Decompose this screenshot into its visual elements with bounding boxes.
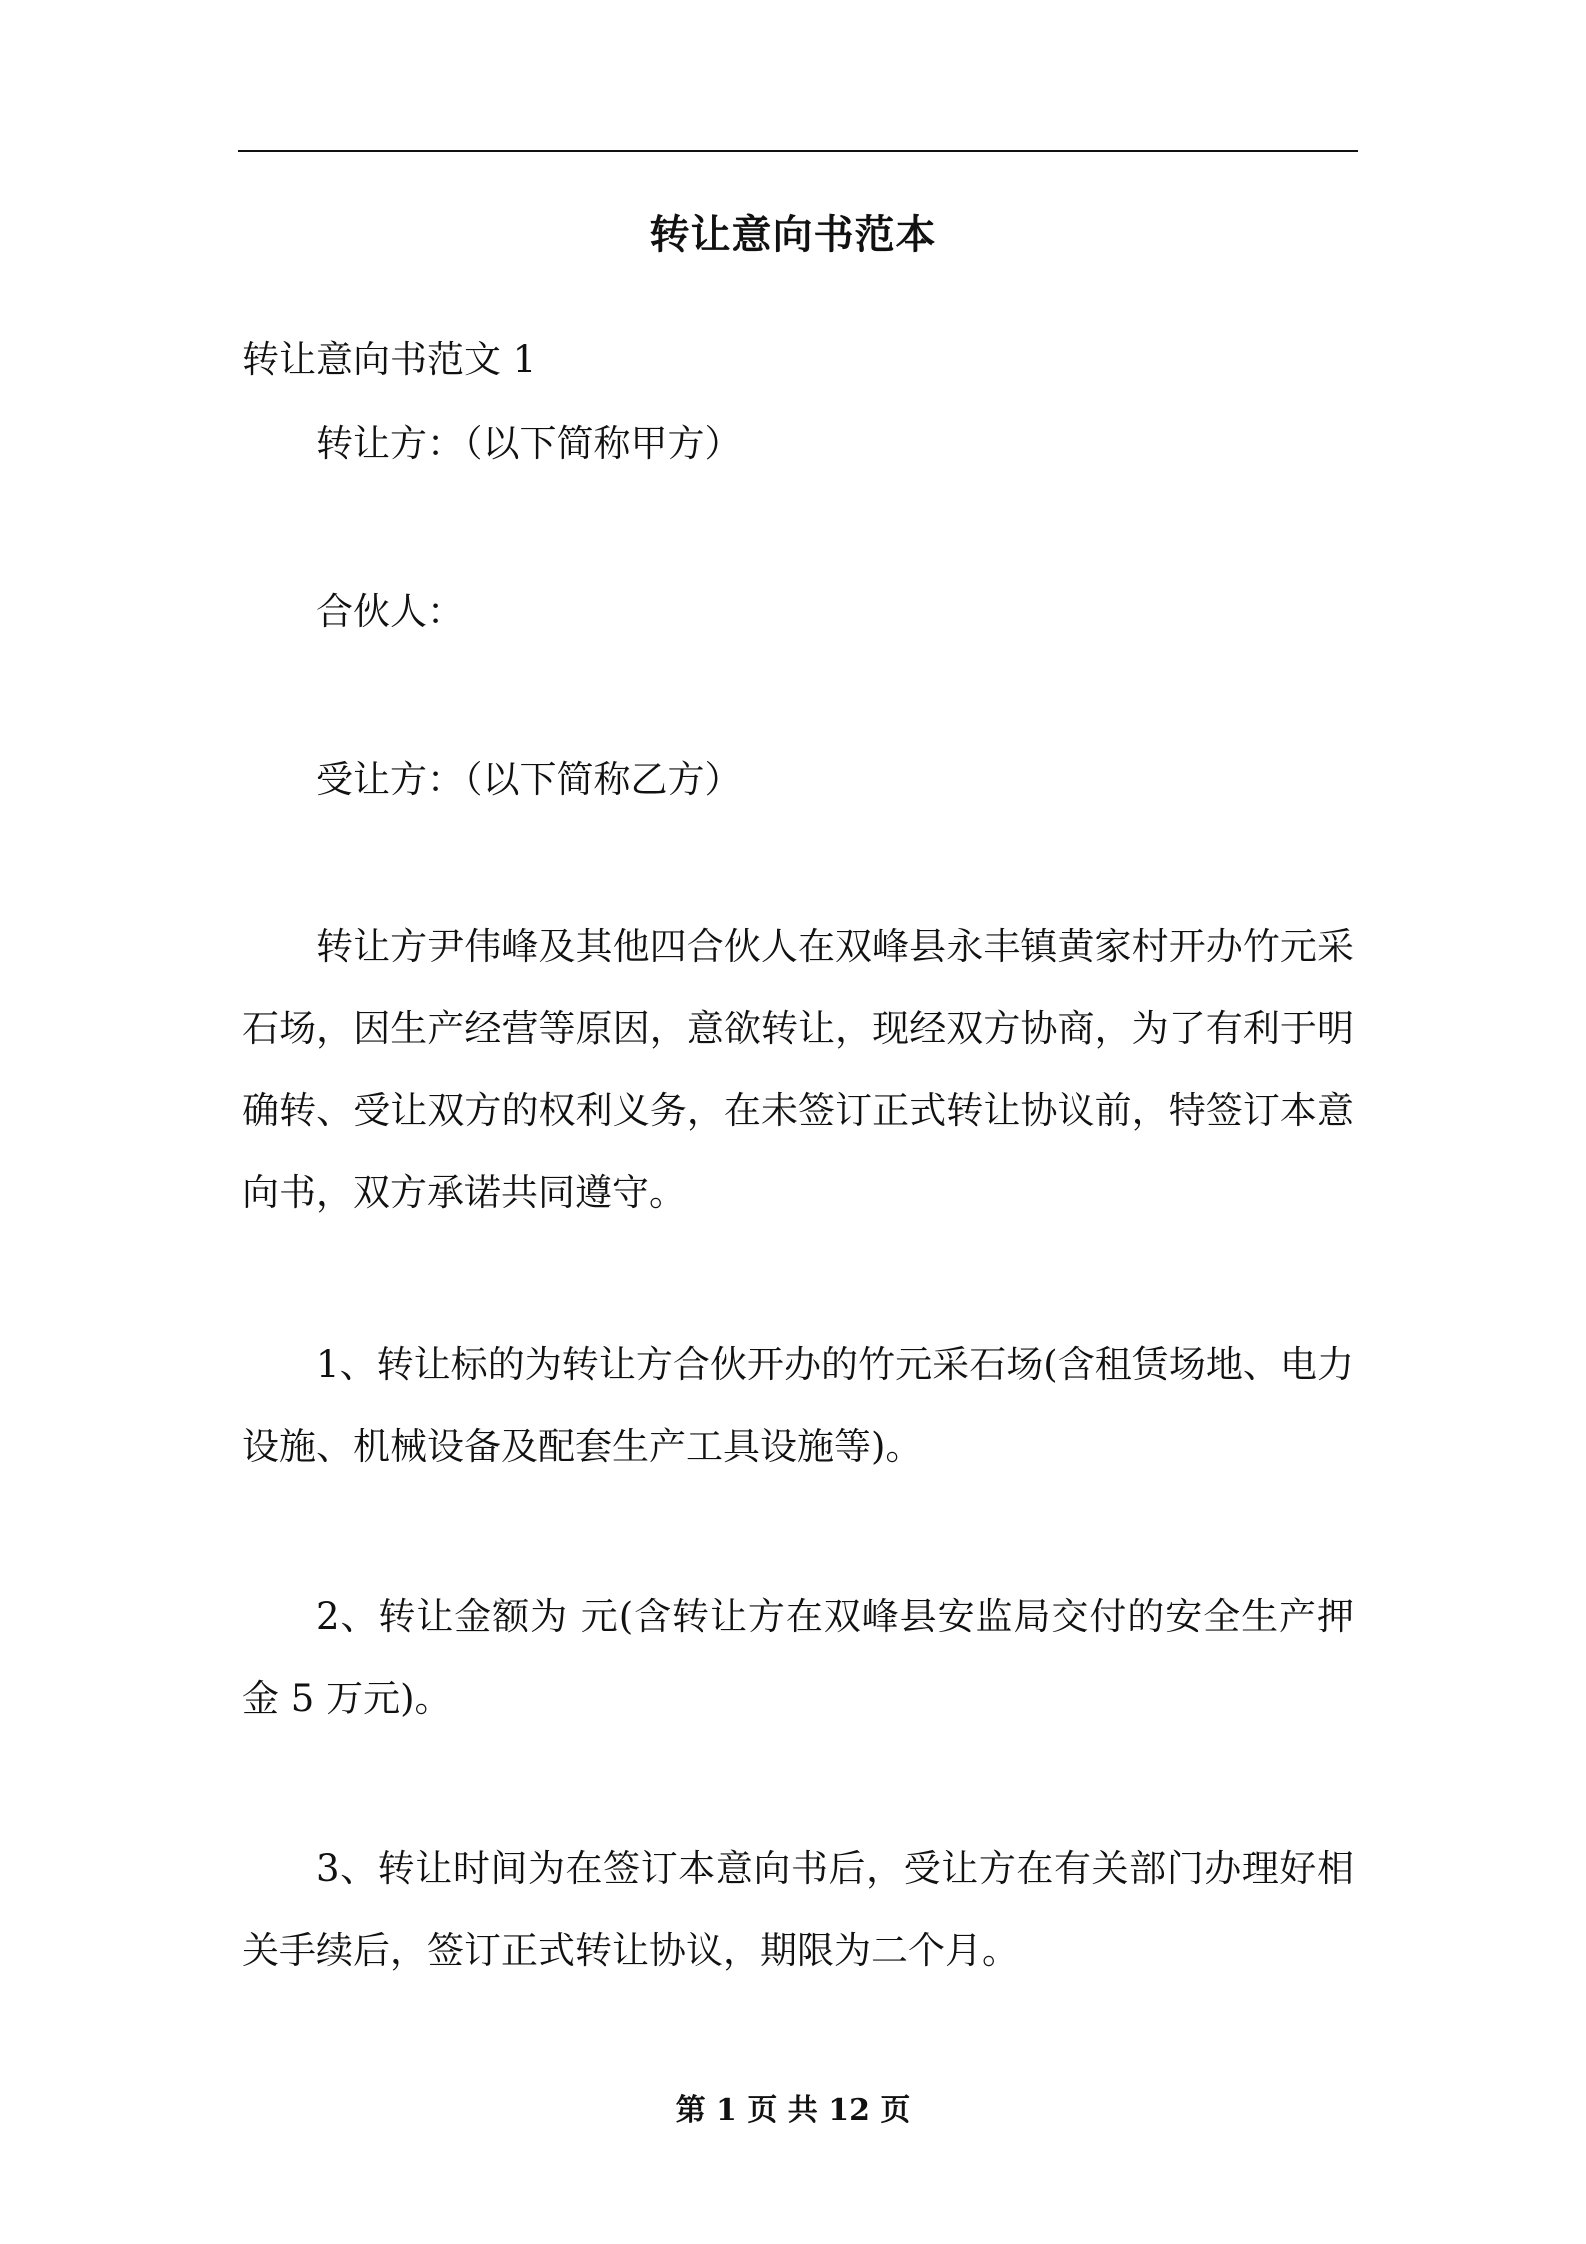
transferor-line: 转让方：（以下简称甲方） — [316, 422, 742, 465]
section-heading: 转让意向书范文 1 — [242, 338, 537, 381]
intro-paragraph: 转让方尹伟峰及其他四合伙人在双峰县永丰镇黄家村开办竹元采石场，因生产经营等原因，意欲转让，现经双方协商，为了有利于明确转、受让双方的权利义务，在未签订正式转让协议前，特签订本意向书，双方承诺共同遵守。 — [242, 925, 1354, 1214]
clause-2-paragraph: 2、转让金额为 元(含转让方在双峰县安监局交付的安全生产押金 5 万元)。 — [242, 1595, 1354, 1720]
clause-3-paragraph: 3、转让时间为在签订本意向书后，受让方在有关部门办理好相关手续后，签订正式转让协议，期限为二个月。 — [242, 1847, 1354, 1972]
page-number-footer: 第 1 页 共 12 页 — [675, 2093, 911, 2128]
clause-1-paragraph: 1、转让标的为转让方合伙开办的竹元采石场(含租赁场地、电力设施、机械设备及配套生产工具设施等)。 — [242, 1343, 1354, 1468]
header-divider — [238, 150, 1358, 152]
transferee-line: 受让方：（以下简称乙方） — [316, 758, 742, 801]
partner-line: 合伙人： — [316, 590, 464, 633]
document-title: 转让意向书范本 — [649, 211, 937, 258]
